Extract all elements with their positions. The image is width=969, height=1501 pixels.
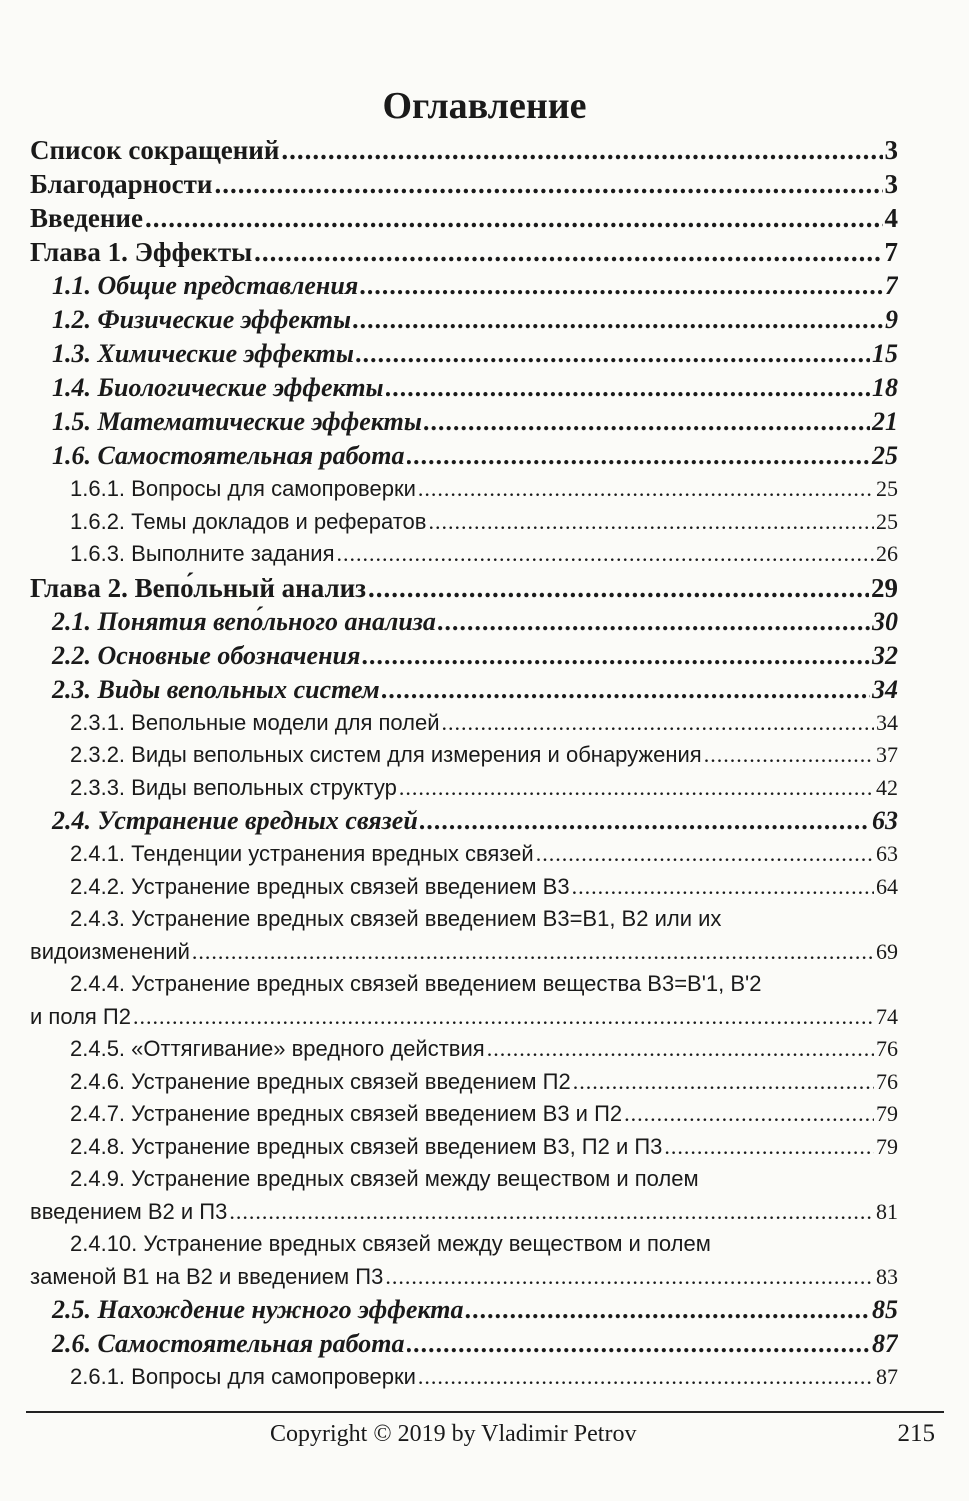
toc-entry-label: 1.4. Биологические эффекты — [52, 373, 384, 402]
toc-entry — [30, 838, 898, 871]
toc-page-number: 3 — [884, 135, 898, 165]
toc-page-number: 29 — [871, 572, 898, 603]
toc-entry-label: 2.1. Понятия вепо́льного анализа — [52, 606, 436, 636]
leader-dots — [368, 571, 869, 605]
leader-dots — [362, 639, 870, 673]
toc-page-number: 69 — [876, 938, 898, 964]
toc-page-number: 76 — [876, 1068, 898, 1094]
leader-dots — [438, 605, 870, 639]
leader-dots — [418, 473, 874, 506]
toc-entry — [30, 1001, 898, 1034]
toc-entry-label: 1.6. Самостоятельная работа — [52, 441, 405, 470]
toc-entry — [30, 605, 898, 639]
toc-entry-label: 2.2. Основные обозначения — [52, 640, 361, 670]
leader-dots — [407, 1327, 871, 1361]
leader-dots — [229, 1196, 874, 1229]
toc-entry — [30, 405, 898, 439]
toc-page-number: 76 — [876, 1036, 898, 1061]
toc-entry-label: Глава 2. Вепо́льный анализ — [30, 572, 367, 603]
leader-dots — [487, 1033, 874, 1066]
toc-page-number: 7 — [884, 237, 898, 267]
toc-page-number: 25 — [876, 476, 898, 501]
toc-entry-label: 2.4.2. Устранение вредных связей введением В3 — [70, 873, 570, 899]
toc-entry-label: 2.4.3. Устранение вредных связей введением В3=В1, В2 или их — [70, 906, 722, 931]
toc-entry-label: Введение — [30, 203, 143, 233]
toc-page-number: 32 — [872, 640, 898, 670]
toc-entry-label: 1.6.3. Выполните задания — [70, 541, 335, 566]
toc-page-number: 79 — [876, 1101, 898, 1126]
footer-rule — [26, 1411, 944, 1413]
toc-entry — [30, 473, 898, 506]
toc-entry — [30, 1033, 898, 1066]
toc-entry — [30, 303, 898, 337]
toc-page-number: 26 — [876, 541, 898, 566]
toc-page-number: 25 — [876, 508, 898, 534]
toc-entry — [30, 673, 898, 707]
leader-dots — [572, 871, 874, 904]
leader-dots — [281, 133, 882, 167]
toc-page-number: 63 — [872, 806, 898, 835]
page-number: 215 — [897, 1420, 935, 1447]
leader-dots — [424, 405, 870, 439]
leader-dots — [420, 804, 870, 838]
toc-entry — [30, 538, 898, 571]
toc-entry — [30, 371, 898, 405]
copyright-notice: Copyright © 2019 by Vladimir Petrov — [270, 1421, 637, 1447]
toc-entry — [30, 936, 898, 969]
toc-page-number: 7 — [885, 271, 898, 300]
toc-entry-label: 2.4.10. Устранение вредных связей между веществом и полем — [70, 1231, 711, 1256]
leader-dots — [215, 167, 883, 201]
toc-entry-label: 2.4.6. Устранение вредных связей введением П2 — [70, 1068, 571, 1094]
toc-page-number: 4 — [884, 203, 898, 233]
leader-dots — [145, 201, 883, 235]
toc-page-number: 87 — [876, 1364, 898, 1389]
toc-entry-label: 1.3. Химические эффекты — [52, 339, 354, 368]
toc-entry-label: 2.4.1. Тенденции устранения вредных связей — [70, 841, 534, 866]
toc-entry-label: 1.5. Математические эффекты — [52, 407, 422, 436]
toc-page-number: 81 — [876, 1198, 898, 1224]
toc-entry-label: 2.4.5. «Оттягивание» вредного действия — [70, 1036, 485, 1061]
toc-entry — [30, 739, 898, 772]
toc-entry-label: 2.4.7. Устранение вредных связей введением В3 и П2 — [70, 1101, 623, 1126]
leader-dots — [536, 838, 874, 871]
leader-dots — [704, 739, 874, 772]
leader-dots — [664, 1131, 874, 1164]
leader-dots — [360, 269, 883, 303]
leader-dots — [418, 1361, 874, 1394]
toc-page-number: 9 — [885, 305, 898, 334]
toc-entry — [30, 1131, 898, 1164]
toc-page-number: 34 — [872, 674, 898, 704]
leader-dots — [337, 538, 874, 571]
toc-entry-label: 2.6.1. Вопросы для самопроверки — [70, 1364, 416, 1389]
toc-entry-label: 2.3.2. Виды вепольных систем для измерения и обнаружения — [70, 742, 702, 767]
toc-entry — [30, 201, 898, 235]
toc-entry — [30, 1327, 898, 1361]
leader-dots — [573, 1066, 874, 1099]
toc-entry-label: 2.4.8. Устранение вредных связей введением В3, П2 и П3 — [70, 1133, 663, 1159]
toc-entry-label: 1.2. Физические эффекты — [52, 305, 352, 334]
leader-dots — [133, 1001, 874, 1034]
table-of-contents — [30, 133, 898, 1394]
toc-entry — [30, 506, 898, 539]
toc-entry — [30, 235, 898, 269]
toc-page-number: 25 — [872, 441, 898, 470]
leader-dots — [442, 707, 874, 740]
toc-entry-label: Глава 1. Эффекты — [30, 237, 253, 267]
leader-dots — [624, 1098, 874, 1131]
toc-page-number: 85 — [872, 1295, 898, 1324]
toc-entry — [30, 133, 898, 167]
toc-entry — [30, 707, 898, 740]
toc-entry-label: 2.4.9. Устранение вредных связей между веществом и полем — [70, 1166, 699, 1191]
leader-dots — [465, 1293, 870, 1327]
toc-entry — [30, 337, 898, 371]
page-title: Оглавление — [382, 85, 587, 127]
toc-page-number: 63 — [876, 841, 898, 866]
leader-dots — [353, 303, 883, 337]
leader-dots — [382, 673, 870, 707]
toc-entry-label-continued: введением В2 и П3 — [30, 1198, 228, 1224]
toc-entry — [30, 1196, 898, 1229]
toc-entry-label: 2.4.4. Устранение вредных связей введением вещества В3=В'1, В'2 — [70, 971, 762, 996]
toc-entry — [30, 772, 898, 805]
toc-page-number: 79 — [876, 1133, 898, 1159]
toc-entry-label: 1.6.2. Темы докладов и рефератов — [70, 508, 427, 534]
toc-entry-label: 1.1. Общие представления — [52, 271, 359, 300]
toc-entry — [30, 1261, 898, 1294]
toc-entry — [30, 167, 898, 201]
toc-entry — [30, 1293, 898, 1327]
toc-entry — [30, 1098, 898, 1131]
toc-entry — [30, 439, 898, 473]
toc-entry — [30, 871, 898, 904]
toc-entry-label: Благодарности — [30, 169, 213, 199]
leader-dots — [254, 235, 882, 269]
toc-entry-label: 1.6.1. Вопросы для самопроверки — [70, 476, 416, 501]
toc-page-number: 42 — [876, 774, 898, 800]
toc-page-number: 74 — [876, 1003, 898, 1029]
leader-dots — [192, 936, 874, 969]
toc-entry-label: 2.5. Нахождение нужного эффекта — [52, 1295, 464, 1324]
toc-page-number: 34 — [876, 709, 898, 735]
leader-dots — [386, 371, 870, 405]
toc-entry — [30, 804, 898, 838]
toc-entry-label: Список сокращений — [30, 135, 280, 165]
toc-page-number: 21 — [872, 407, 898, 436]
toc-entry-label-continued: заменой В1 на В2 и введением П3 — [30, 1263, 384, 1289]
toc-page-number: 30 — [872, 606, 898, 636]
toc-entry-label-continued: и поля П2 — [30, 1003, 131, 1029]
toc-entry-label: 2.6. Самостоятельная работа — [52, 1329, 405, 1358]
toc-entry — [30, 571, 898, 605]
toc-entry-label: 2.4. Устранение вредных связей — [52, 806, 418, 835]
toc-entry — [30, 269, 898, 303]
toc-page-number: 83 — [876, 1263, 898, 1289]
leader-dots — [407, 439, 871, 473]
toc-page-number: 64 — [876, 873, 898, 899]
leader-dots — [356, 337, 870, 371]
leader-dots — [385, 1261, 874, 1294]
toc-entry-label-continued: видоизменений — [30, 938, 190, 964]
leader-dots — [399, 772, 874, 805]
toc-page-number: 18 — [872, 373, 898, 402]
toc-page-number: 15 — [872, 339, 898, 368]
leader-dots — [428, 506, 874, 539]
toc-entry — [30, 1066, 898, 1099]
toc-entry-label: 2.3.3. Виды вепольных структур — [70, 774, 397, 800]
toc-page-number: 37 — [876, 742, 898, 767]
toc-entry-label: 2.3.1. Вепольные модели для полей — [70, 709, 440, 735]
toc-entry — [30, 1361, 898, 1394]
toc-page-number: 87 — [872, 1329, 898, 1358]
toc-page-number: 3 — [884, 169, 898, 199]
toc-entry-label: 2.3. Виды вепольных систем — [52, 674, 380, 704]
toc-entry — [30, 639, 898, 673]
